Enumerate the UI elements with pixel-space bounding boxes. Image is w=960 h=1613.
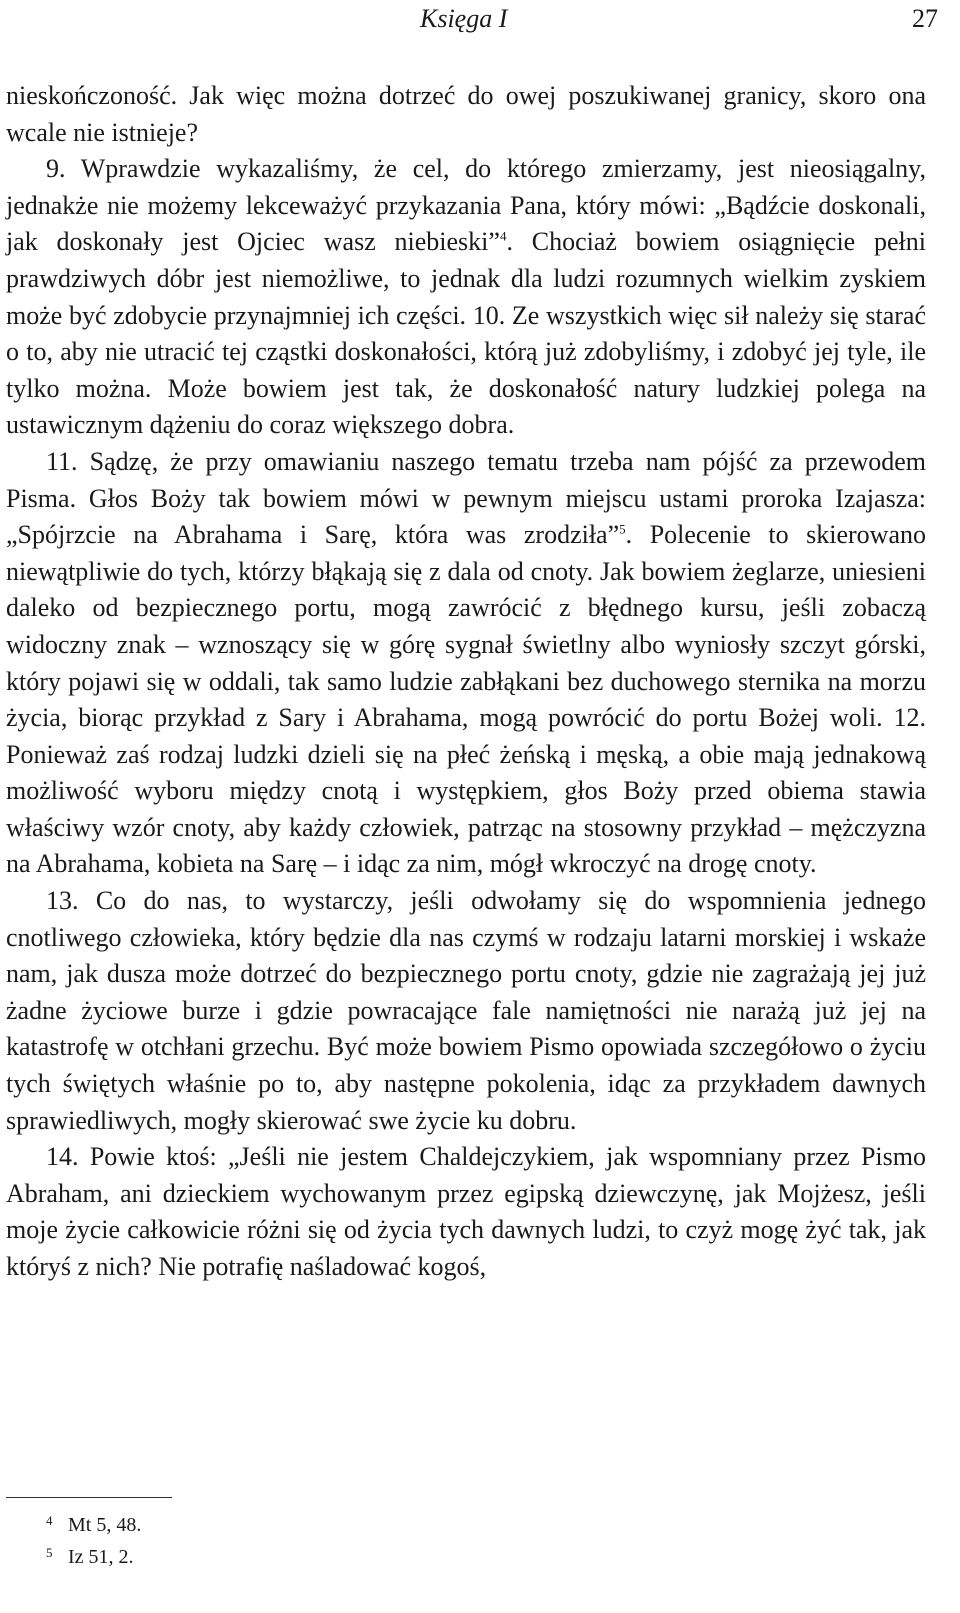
paragraph-4 [6, 883, 926, 1139]
paragraph-text: 9. Wprawdzie wykazaliśmy, że cel, do którego zmierzamy, jest nieosiągalny, jednakże nie możemy lekceważyć przykazania Pana, który mówi: „Bądźcie doskonali, jak doskonały jest Ojciec wasz niebieski” [6, 154, 926, 257]
paragraph-text: . Chociaż bowiem osiągnięcie pełni prawdziwych dóbr jest niemożliwe, to jednak dla ludzi rozumnych wielkim zyskiem może być zdobycie przynajmniej ich części. 10. Ze wszystkich więc sił należy się starać o to, aby nie utracić tej cząstki doskonałości, którą już zdobyliśmy, i zdobyć jej tyle, ile tylko można. Może bowiem jest tak, że doskonałość natury ludzkiej polega na ustawicznym dążeniu do coraz większego dobra. [6, 227, 926, 440]
footnote-5 [46, 1542, 141, 1574]
running-title: Księga I [420, 4, 508, 33]
footnote-marker: 4 [46, 1513, 53, 1528]
paragraph-text: 13. Co do nas, to wystarczy, jeśli odwołamy się do wspomnienia jednego cnotliwego człowieka, który będzie dla nas czymś w rodzaju latarni morskiej i wskaże nam, jak dusza może dotrzeć do bezpiecznego portu cnoty, gdzie nie zagrażają jej już żadne życiowe burze i gdzie powracające fale namiętności nie narażą już jej na katastrofę w otchłani grzechu. Być może bowiem Pismo opowiada szczegółowo o życiu tych świętych właśnie po to, aby następne pokolenia, idąc za przykładem dawnych sprawiedliwych, mogły skierować swe życie ku dobru. [6, 886, 926, 1135]
footnote-reference: 4 [499, 228, 507, 244]
paragraph-3 [6, 444, 926, 883]
paragraph-text: . Polecenie to skierowano niewątpliwie do tych, którzy błąkają się z dala od cnoty. Jak bowiem żeglarze, uniesieni daleko od bezpiecznego portu, mogą zawrócić z błędnego kursu, jeśli zobaczą widoczny znak – wznoszący się w górę sygnał świetlny albo wyniosły szczyt górski, który pojawi się w oddali, tak samo ludzie zabłąkani bez duchowego sternika na morzu życia, biorąc przykład z Sary i Abrahama, mogą powrócić do portu Bożej woli. 12. Ponieważ zaś rodzaj ludzki dzieli się na płeć żeńską i męską, a obie mają jednakową możliwość wyboru między cnotą i występkiem, głos Boży przed obiema stawia właściwy wzór cnoty, aby każdy człowiek, patrząc na stosowny przykład – mężczyzna na Abrahama, kobieta na Sarę – i idąc za nim, mógł wkroczyć na drogę cnoty. [6, 520, 926, 879]
paragraph-2 [6, 151, 926, 444]
paragraph-1 [6, 78, 926, 151]
footnotes [46, 1510, 141, 1574]
footnote-marker: 5 [46, 1545, 53, 1560]
paragraph-text: 14. Powie ktoś: „Jeśli nie jestem Chaldejczykiem, jak wspomniany przez Pismo Abraham, ani dzieckiem wychowanym przez egipską dziewczynę, jak Mojżesz, jeśli moje życie całkowicie różni się od życia tych dawnych ludzi, to czyż mogę żyć tak, jak któryś z nich? Nie potrafię naśladować kogoś, [6, 1142, 926, 1281]
paragraph-5 [6, 1139, 926, 1285]
paragraph-text: 11. Sądzę, że przy omawianiu naszego tematu trzeba nam pójść za przewodem Pisma. Głos Boży tak bowiem mówi w pewnym miejscu ustami proroka Izajasza: „Spójrzcie na Abrahama i Sarę, która was zrodziła” [6, 446, 926, 550]
footnote-reference: 5 [619, 521, 626, 537]
page-header [0, 0, 960, 50]
footnote-divider [6, 1497, 172, 1498]
footnote-text: Iz 51, 2. [68, 1546, 134, 1568]
body-text [6, 78, 926, 1286]
paragraph-text: nieskończoność. Jak więc można dotrzeć do owej poszukiwanej granicy, skoro ona wcale nie istnieje? [6, 81, 926, 147]
footnote-text: Mt 5, 48. [68, 1514, 142, 1536]
page-number: 27 [912, 4, 938, 33]
